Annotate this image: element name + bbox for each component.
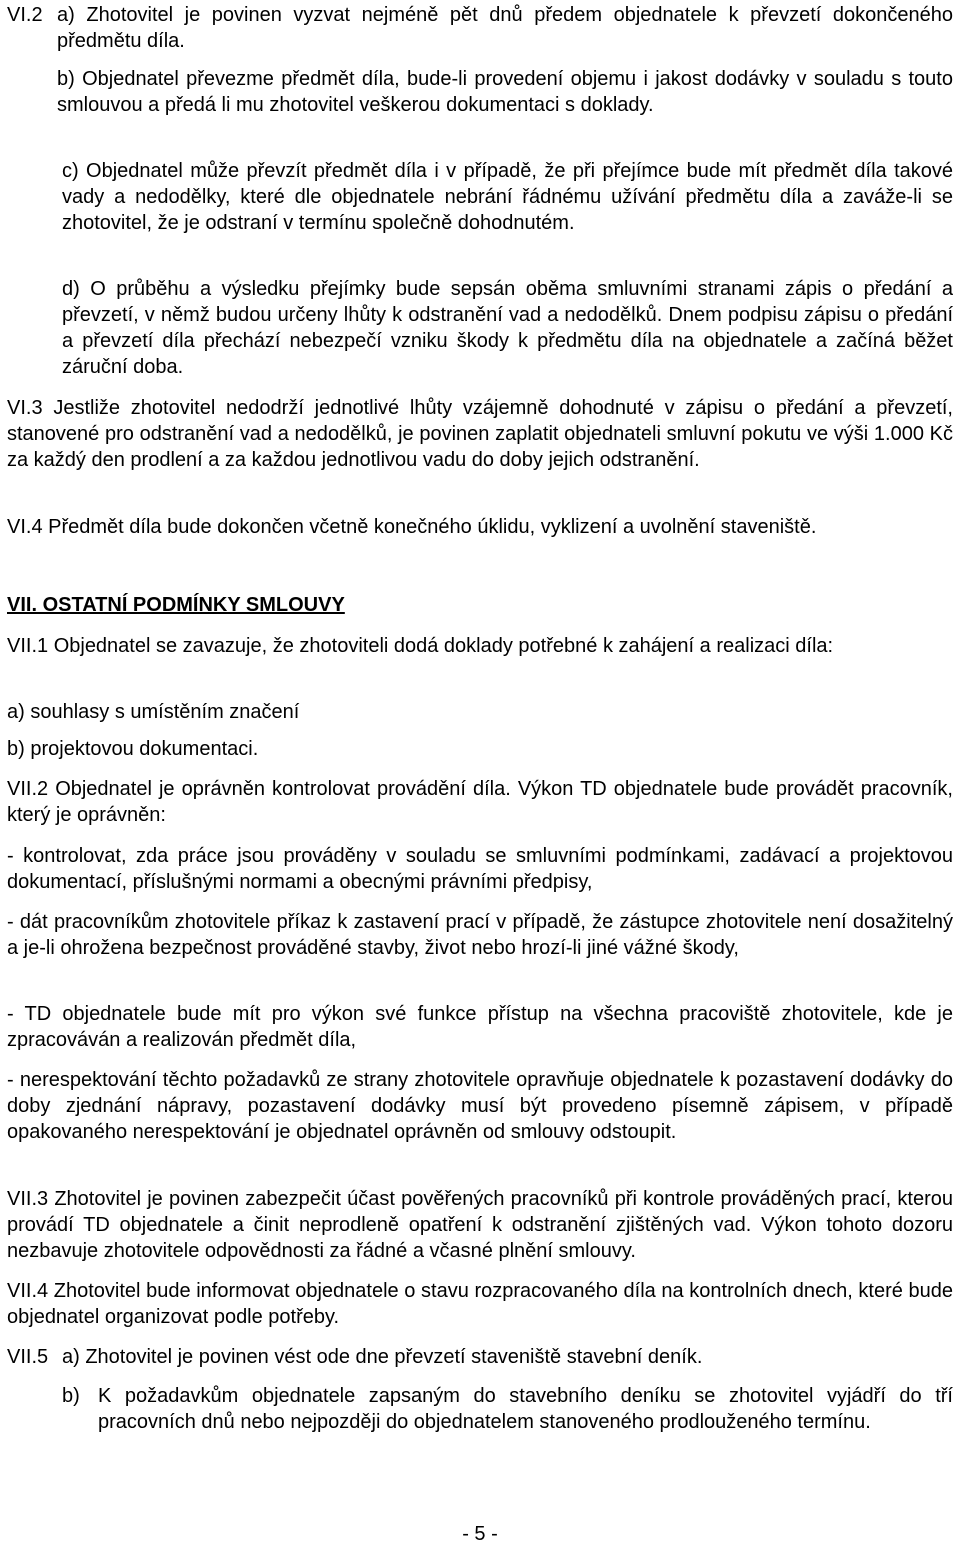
paragraph-vi3: VI.3 Jestliže zhotovitel nedodrží jednotlivé lhůty vzájemně dohodnuté v zápisu o předání a převzetí, stanovené pro odstranění vad a nedodělků, je povinen zaplatit objednateli smluvní pokutu ve výši 1.000 Kč za každý den prodlení a za každou jednotlivou vadu do doby jejich odstranění. (7, 397, 953, 471)
paragraph-vii1-b: b) projektovou dokumentaci. (7, 738, 259, 760)
paragraph-vii3: VII.3 Zhotovitel je povinen zabezpečit účast pověřených pracovníků při kontrole prováděných prací, kterou provádí TD objednatele a činit neprodleně opatření k odstranění zjištěných vad. Výkon tohoto dozoru nezbavuje zhotovitele odpovědnosti za řádné a včasné plnění smlouvy. (7, 1188, 953, 1262)
paragraph-vi2-a: a) Zhotovitel je povinen vyzvat nejméně pět dnů předem objednatele k převzetí dokončeného předmětu díla. (57, 4, 953, 52)
list-item-vii2-4: - nerespektování těchto požadavků ze strany zhotovitele opravňuje objednatele k pozastavení dodávky do doby zjednání nápravy, pozastavení dodávky musí být provedeno písemně zápisem, v případě opakovaného nerespektování je objednatel oprávněn od smlouvy odstoupit. (7, 1069, 953, 1143)
list-item-vii2-1: - kontrolovat, zda práce jsou prováděny v souladu se smluvními podmínkami, zadávací a projektovou dokumentací, příslušnými normami a obecnými právními předpisy, (7, 845, 953, 893)
page-number: - 5 - (462, 1523, 498, 1545)
paragraph-vii1-a: a) souhlasy s umístěním značení (7, 701, 300, 723)
paragraph-vi4: VI.4 Předmět díla bude dokončen včetně konečného úklidu, vyklizení a uvolnění staveniště. (7, 516, 817, 538)
section-label-vii5: VII.5 (7, 1346, 49, 1368)
list-item-vii2-3: - TD objednatele bude mít pro výkon své funkce přístup na všechna pracoviště zhotovitele, kde je zpracováván a realizován předmět díla, (7, 1003, 953, 1051)
paragraph-vi2-d: d) O průběhu a výsledku přejímky bude sepsán oběma smluvními stranami zápis o předání a převzetí, v němž budou určeny lhůty k odstranění vad a nedodělků. Dnem podpisu zápisu o předání a převzetí díla přechází nebezpečí vzniku škody k předmětu díla na objednatele a začíná běžet záruční doba. (62, 278, 953, 378)
section-heading-vii: VII. OSTATNÍ PODMÍNKY SMLOUVY (7, 594, 345, 616)
paragraph-vi2-c: c) Objednatel může převzít předmět díla i v případě, že při přejímce bude mít předmět díla takové vady a nedodělky, které dle objednatele nebrání řádnému užívání předmětu díla a zaváže-li se zhotovitel, že je odstraní v termínu společně dohodnutém. (62, 160, 953, 234)
list-item-vii2-2: - dát pracovníkům zhotovitele příkaz k zastavení prací v případě, že zástupce zhotovitele není dosažitelný a je-li ohrožena bezpečnost prováděné stavby, život nebo hrozí-li jiné vážné škody, (7, 911, 953, 959)
paragraph-vii5-b: K požadavkům objednatele zapsaným do stavebního deníku se zhotovitel vyjádří do tří pracovních dnů nebo nejpozději do objednatelem stanoveného prodlouženého termínu. (98, 1385, 953, 1433)
paragraph-vi2-b: b) Objednatel převezme předmět díla, bude-li provedení objemu i jakost dodávky v souladu s touto smlouvou a předá li mu zhotovitel veškerou dokumentaci s doklady. (57, 68, 953, 116)
paragraph-vii5-a: a) Zhotovitel je povinen vést ode dne převzetí staveniště stavební deník. (62, 1346, 703, 1368)
section-label-vi2: VI.2 (7, 4, 43, 26)
paragraph-vii2: VII.2 Objednatel je oprávněn kontrolovat provádění díla. Výkon TD objednatele bude provádět pracovník, který je oprávněn: (7, 778, 953, 826)
item-label-vii5-b: b) (62, 1385, 80, 1407)
paragraph-vii1: VII.1 Objednatel se zavazuje, že zhotoviteli dodá doklady potřebné k zahájení a realizaci díla: (7, 635, 834, 657)
paragraph-vii4: VII.4 Zhotovitel bude informovat objednatele o stavu rozpracovaného díla na kontrolních dnech, které bude objednatel organizovat podle potřeby. (7, 1280, 953, 1328)
